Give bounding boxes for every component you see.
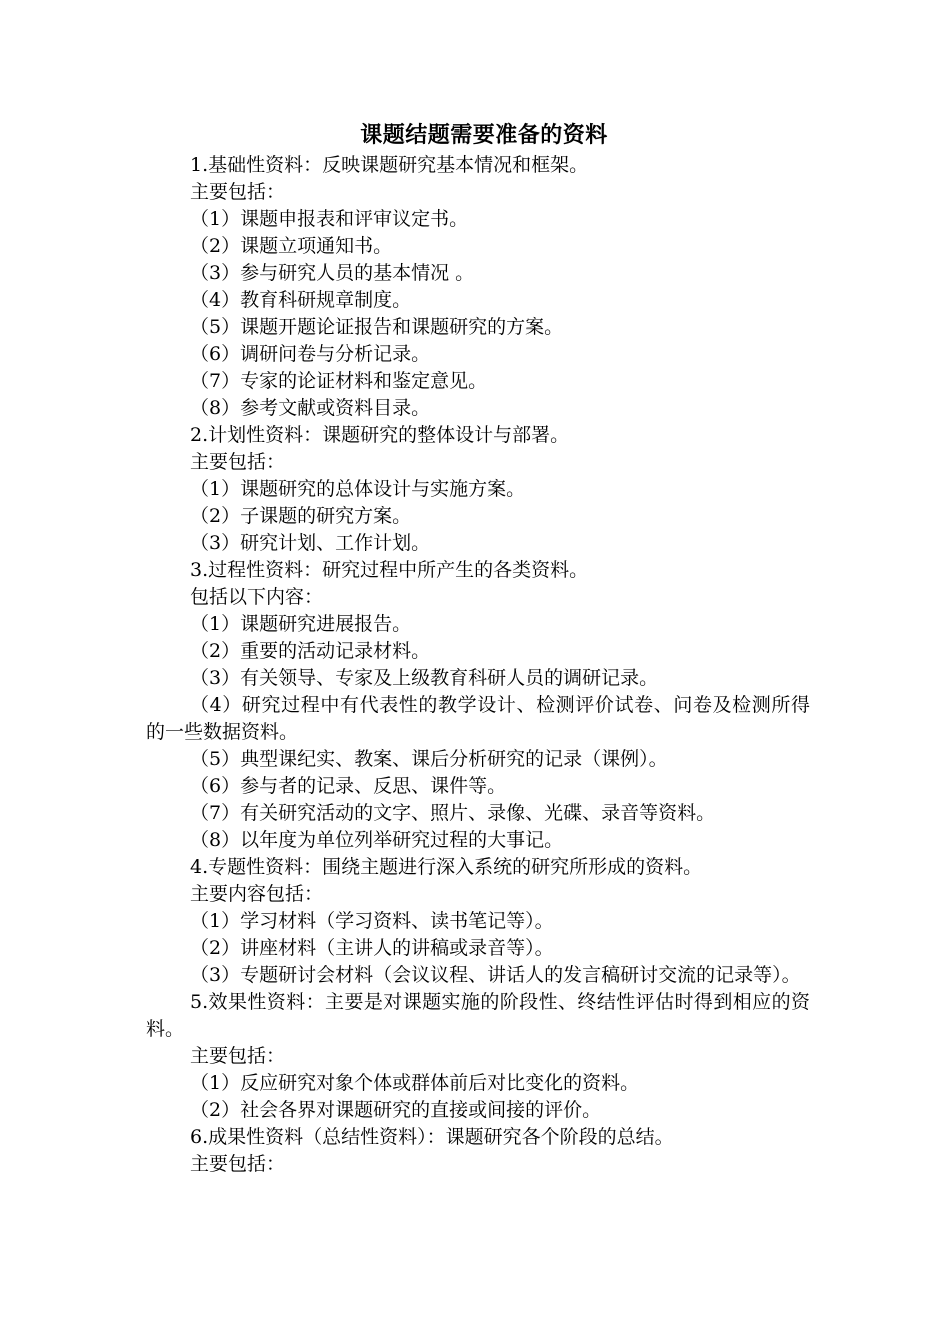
paragraph: 主要包括： (190, 181, 286, 203)
list-item: （7）专家的论证材料和鉴定意见。 (190, 370, 488, 392)
list-item: （2）重要的活动记录材料。 (190, 640, 431, 662)
list-item: （5）典型课纪实、教案、课后分析研究的记录（课例）。 (190, 748, 668, 770)
list-item: （8）参考文献或资料目录。 (190, 397, 431, 419)
list-item: （2）社会各界对课题研究的直接或间接的评价。 (190, 1099, 602, 1121)
list-item: （1）课题研究的总体设计与实施方案。 (190, 478, 526, 500)
list-item: （1）课题申报表和评审议定书。 (190, 208, 469, 230)
paragraph: 主要内容包括： (190, 883, 324, 905)
list-item: （2）课题立项通知书。 (190, 235, 393, 257)
list-item: （1）反应研究对象个体或群体前后对比变化的资料。 (190, 1072, 640, 1094)
section-heading-topic: 4.专题性资料：围绕主题进行深入系统的研究所形成的资料。 (190, 856, 703, 878)
paragraph: 主要包括： (190, 451, 286, 473)
list-item: （7）有关研究活动的文字、照片、录像、光碟、录音等资料。 (190, 802, 716, 824)
list-item: （4）教育科研规章制度。 (190, 289, 412, 311)
list-item: （6）调研问卷与分析记录。 (190, 343, 431, 365)
section-heading-effect: 5.效果性资料：主要是对课题实施的阶段性、终结性评估时得到相应的资料。 (146, 991, 810, 1040)
document-body (146, 152, 810, 1178)
list-item: （3）研究计划、工作计划。 (190, 532, 431, 554)
list-item: （6）参与者的记录、反思、课件等。 (190, 775, 507, 797)
list-item: （1）课题研究进展报告。 (190, 613, 412, 635)
list-item: （8）以年度为单位列举研究过程的大事记。 (190, 829, 564, 851)
paragraph: 主要包括： (190, 1045, 286, 1067)
section-heading-process: 3.过程性资料：研究过程中所产生的各类资料。 (190, 559, 589, 581)
list-item: （3）专题研讨会材料（会议议程、讲话人的发言稿研讨交流的记录等）。 (190, 964, 801, 986)
list-item: （3）参与研究人员的基本情况 。 (190, 262, 475, 284)
list-item: （5）课题开题论证报告和课题研究的方案。 (190, 316, 564, 338)
paragraph: 主要包括： (190, 1153, 286, 1175)
list-item: （2）讲座材料（主讲人的讲稿或录音等）。 (190, 937, 554, 959)
section-heading-basic: 1.基础性资料：反映课题研究基本情况和框架。 (190, 154, 589, 176)
list-item: （2）子课题的研究方案。 (190, 505, 412, 527)
paragraph: 包括以下内容： (190, 586, 324, 608)
list-item: （4）研究过程中有代表性的教学设计、检测评价试卷、问卷及检测所得的一些数据资料。 (146, 694, 810, 743)
section-heading-result: 6.成果性资料（总结性资料）：课题研究各个阶段的总结。 (190, 1126, 674, 1148)
section-heading-plan: 2.计划性资料：课题研究的整体设计与部署。 (190, 424, 570, 446)
document-title: 课题结题需要准备的资料 (360, 123, 608, 148)
list-item: （1）学习材料（学习资料、读书笔记等）。 (190, 910, 554, 932)
list-item: （3）有关领导、专家及上级教育科研人员的调研记录。 (190, 667, 659, 689)
